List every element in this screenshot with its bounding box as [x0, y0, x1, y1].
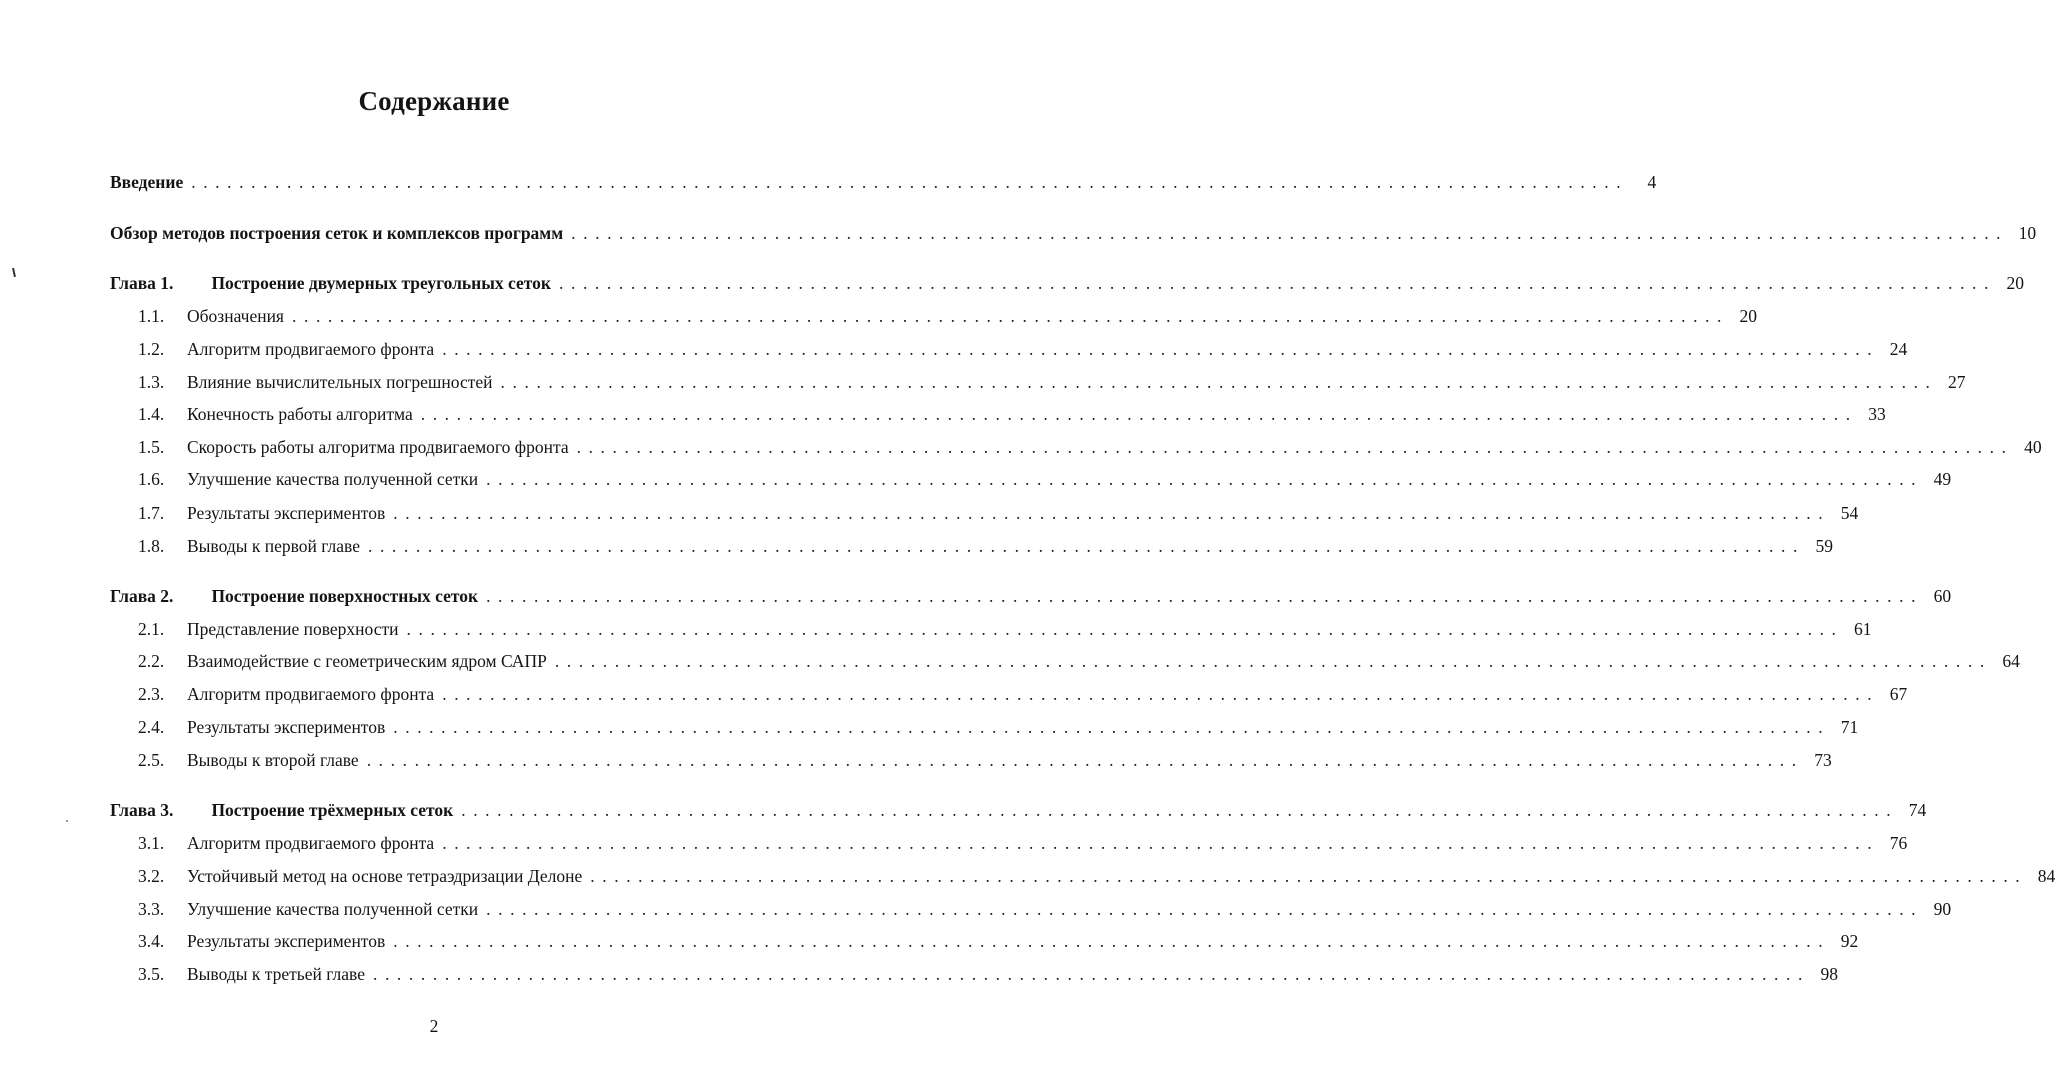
toc-entry-title: Результаты экспериментов — [187, 503, 386, 523]
toc-section-entry[interactable] — [138, 617, 1872, 641]
toc-page-number: 64 — [2002, 651, 2020, 671]
toc-entry-title: Выводы к второй главе — [187, 750, 359, 770]
toc-section-entry[interactable] — [138, 748, 1832, 772]
toc-entry-number: 3.2. — [138, 866, 165, 886]
toc-page-number: 33 — [1868, 404, 1886, 424]
toc-entry-title: Скорость работы алгоритма продвигаемого фронта — [187, 437, 569, 457]
toc-chapter-entry[interactable] — [110, 584, 1952, 608]
toc-entry-number: Глава 3. — [110, 800, 174, 820]
toc-page-number: 4 — [1647, 172, 1657, 192]
toc-entry-title: Представление поверхности — [187, 619, 399, 639]
toc-entry-number: 2.5. — [138, 750, 165, 770]
toc-entry-title: Результаты экспериментов — [187, 931, 386, 951]
toc-dot-leader: ........................................................................................................................ — [393, 717, 1831, 737]
toc-page-number: 24 — [1889, 339, 1908, 359]
toc-dot-leader: ........................................................................................................................ — [393, 503, 1831, 523]
toc-entry-title: Взаимодействие с геометрическим ядром САПР — [187, 651, 547, 671]
toc-entry-title: Обзор методов построения сеток и комплексов программ — [110, 223, 564, 243]
toc-page-number: 59 — [1815, 536, 1833, 556]
toc-entry-number: Глава 1. — [110, 273, 174, 293]
toc-entry-title: Влияние вычислительных погрешностей — [187, 372, 493, 392]
toc-page-number: 73 — [1814, 750, 1832, 770]
toc-dot-leader: ........................................................................................................................ — [500, 372, 1938, 392]
toc-entry-title: Введение — [110, 172, 184, 192]
toc-section-entry[interactable] — [138, 467, 1952, 491]
toc-entry-title: Построение трёхмерных сеток — [211, 800, 454, 820]
toc-entry-number: 2.1. — [138, 619, 165, 639]
toc-entry-number: 1.5. — [138, 437, 165, 457]
toc-entry-number: 1.2. — [138, 339, 165, 359]
toc-dot-leader: ........................................................................................................................ — [442, 339, 1880, 359]
toc-entry-number: 3.1. — [138, 833, 165, 853]
toc-entry-title: Алгоритм продвигаемого фронта — [187, 339, 435, 359]
toc-entry-title: Алгоритм продвигаемого фронта — [187, 833, 435, 853]
toc-page-number: 67 — [1889, 684, 1908, 704]
toc-section-entry[interactable] — [138, 897, 1952, 921]
toc-entry-number: 1.4. — [138, 404, 165, 424]
toc-entry-title: Построение двумерных треугольных сеток — [211, 273, 551, 293]
toc-dot-leader: ........................................................................................................................ — [191, 172, 1629, 192]
toc-entry-title: Алгоритм продвигаемого фронта — [187, 684, 435, 704]
toc-dot-leader: ........................................................................................................................ — [486, 899, 1924, 919]
toc-page-number: 98 — [1820, 964, 1838, 984]
toc-entry-number: 1.7. — [138, 503, 165, 523]
toc-page-number: 20 — [2006, 273, 2024, 293]
toc-entry-number: 1.3. — [138, 372, 165, 392]
toc-section-entry[interactable] — [138, 337, 1908, 361]
scan-dot — [66, 820, 68, 822]
toc-entry-title: Построение поверхностных сеток — [211, 586, 479, 606]
toc-dot-leader: ........................................................................................................................ — [292, 306, 1729, 326]
toc-section-entry[interactable] — [138, 962, 1838, 986]
toc-entry-number: 2.2. — [138, 651, 165, 671]
toc-chapter-entry[interactable] — [110, 271, 2024, 295]
toc-entry-title: Выводы к первой главе — [187, 536, 360, 556]
page-number: 2 — [429, 1016, 439, 1036]
toc-entry-number: 3.4. — [138, 931, 165, 951]
toc-entry-number: 2.3. — [138, 684, 165, 704]
toc-dot-leader: ........................................................................................................................ — [486, 469, 1924, 489]
toc-entry-number: 2.4. — [138, 717, 165, 737]
toc-page-number: 61 — [1854, 619, 1872, 639]
toc-section-entry[interactable] — [138, 831, 1908, 855]
toc-dot-leader: ........................................................................................................................ — [576, 437, 2014, 457]
toc-entry-title: Конечность работы алгоритма — [187, 404, 413, 424]
toc-entry-title: Устойчивый метод на основе тетраэдризации Делоне — [187, 866, 583, 886]
toc-page-number: 49 — [1933, 469, 1952, 489]
toc-section-entry[interactable] — [138, 402, 1886, 426]
toc-entry-number: Глава 2. — [110, 586, 174, 606]
toc-page-number: 74 — [1908, 800, 1927, 820]
toc-page-number: 40 — [2024, 437, 2042, 457]
toc-dot-leader: ........................................................................................................................ — [571, 223, 2009, 243]
toc-dot-leader: ........................................................................................................................ — [590, 866, 2028, 886]
toc-entry-number: 3.3. — [138, 899, 165, 919]
toc-dot-leader: ........................................................................................................................ — [366, 750, 1804, 770]
toc-entry-title: Обозначения — [187, 306, 284, 326]
toc-dot-leader: ........................................................................................................................ — [486, 586, 1924, 606]
toc-section-entry[interactable] — [138, 435, 2042, 459]
toc-entry-number: 3.5. — [138, 964, 165, 984]
toc-entry-title: Улучшение качества полученной сетки — [187, 469, 479, 489]
toc-section-entry[interactable] — [138, 929, 1859, 953]
toc-section-entry[interactable] — [138, 534, 1833, 558]
toc-dot-leader: ........................................................................................................................ — [442, 833, 1880, 853]
page-title: Содержание — [358, 86, 510, 116]
toc-dot-leader: ........................................................................................................................ — [559, 273, 1996, 293]
toc-entry-title: Выводы к третьей главе — [187, 964, 365, 984]
toc-chapter-entry[interactable] — [110, 798, 1927, 822]
toc-dot-leader: ........................................................................................................................ — [442, 684, 1880, 704]
toc-page-number: 20 — [1739, 306, 1757, 326]
toc-page-number: 71 — [1840, 717, 1859, 737]
toc-page-number: 54 — [1840, 503, 1859, 523]
toc-dot-leader: ........................................................................................................................ — [372, 964, 1810, 984]
toc-section-entry[interactable] — [138, 715, 1859, 739]
toc-page-number: 84 — [2037, 866, 2055, 886]
toc-section-entry[interactable] — [138, 304, 1757, 328]
toc-section-entry[interactable] — [138, 649, 2020, 673]
toc-page-number: 27 — [1948, 372, 1966, 392]
toc-entry-title: Улучшение качества полученной сетки — [187, 899, 479, 919]
toc-dot-leader: ........................................................................................................................ — [554, 651, 1992, 671]
toc-entry-title: Результаты экспериментов — [187, 717, 386, 737]
toc-section-entry[interactable] — [138, 370, 1966, 394]
toc-page-number: 92 — [1840, 931, 1859, 951]
toc-chapter-entry[interactable] — [110, 221, 2037, 245]
toc-page-number: 60 — [1933, 586, 1952, 606]
toc-page-number: 76 — [1889, 833, 1908, 853]
toc-section-entry[interactable] — [138, 682, 1908, 706]
toc-page-number: 10 — [2018, 223, 2037, 243]
toc-page-number: 90 — [1933, 899, 1952, 919]
toc-dot-leader: ........................................................................................................................ — [406, 619, 1844, 639]
toc-chapter-entry[interactable] — [110, 170, 1657, 194]
toc-dot-leader: ........................................................................................................................ — [420, 404, 1858, 424]
toc-entry-number: 1.6. — [138, 469, 165, 489]
toc-entry-number: 1.1. — [138, 306, 165, 326]
toc-entry-number: 1.8. — [138, 536, 165, 556]
toc-section-entry[interactable] — [138, 501, 1859, 525]
toc-dot-leader: ........................................................................................................................ — [393, 931, 1831, 951]
toc-dot-leader: ........................................................................................................................ — [367, 536, 1805, 556]
toc-dot-leader: ........................................................................................................................ — [461, 800, 1899, 820]
toc-section-entry[interactable] — [138, 864, 2055, 888]
